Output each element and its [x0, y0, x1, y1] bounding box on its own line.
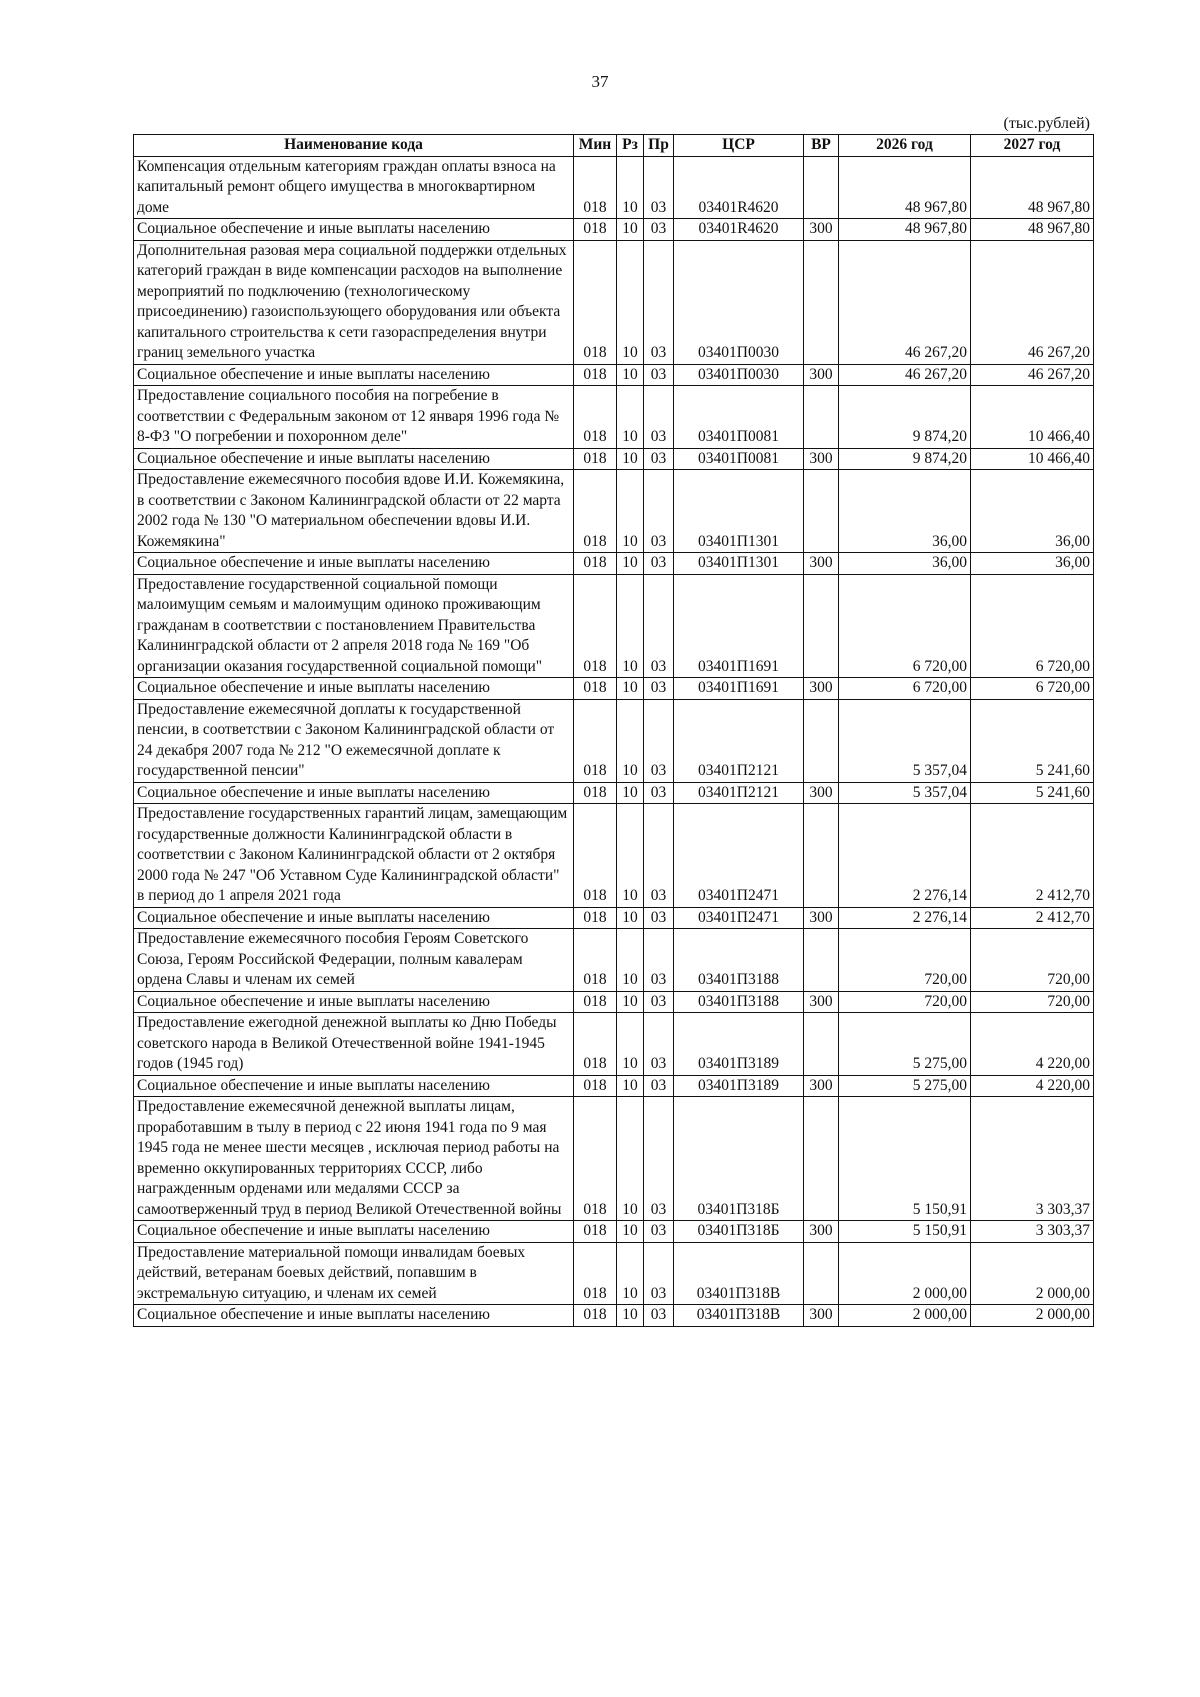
table-row — [134, 386, 1094, 449]
cell-min: 018 — [574, 991, 617, 1013]
cell-2027: 6 720,00 — [971, 678, 1094, 700]
cell-rz: 10 — [617, 1075, 644, 1097]
cell-name: Социальное обеспечение и иные выплаты населению — [134, 553, 574, 575]
table-row — [134, 678, 1094, 700]
cell-vr — [804, 929, 839, 992]
cell-min: 018 — [574, 929, 617, 992]
cell-pr: 03 — [644, 929, 674, 992]
cell-min: 018 — [574, 240, 617, 364]
cell-2026: 2 276,14 — [839, 907, 971, 929]
cell-pr: 03 — [644, 678, 674, 700]
cell-rz: 10 — [617, 240, 644, 364]
cell-2026: 48 967,80 — [839, 156, 971, 219]
table-row — [134, 929, 1094, 992]
cell-min: 018 — [574, 1097, 617, 1221]
cell-2027: 4 220,00 — [971, 1013, 1094, 1076]
cell-csr: 03401П3189 — [674, 1075, 804, 1097]
cell-2026: 5 150,91 — [839, 1221, 971, 1243]
cell-2027: 720,00 — [971, 991, 1094, 1013]
table-row — [134, 553, 1094, 575]
cell-2027: 5 241,60 — [971, 782, 1094, 804]
cell-name: Предоставление социального пособия на погребение в соответствии с Федеральным законом от 12 января 1996 года № 8-ФЗ "О погребении и похоронном деле" — [134, 386, 574, 449]
cell-csr: 03401П2471 — [674, 804, 804, 908]
cell-name: Предоставление ежемесячной доплаты к государственной пенсии, в соответствии с Законом Калининградской области от 24 декабря 2007 года № 212 "О ежемесячной доплате к государственной пенсии" — [134, 699, 574, 782]
cell-min: 018 — [574, 782, 617, 804]
cell-2026: 5 357,04 — [839, 699, 971, 782]
cell-2027: 2 412,70 — [971, 804, 1094, 908]
cell-name: Социальное обеспечение и иные выплаты населению — [134, 1075, 574, 1097]
cell-name: Предоставление ежемесячного пособия вдове И.И. Кожемякина, в соответствии с Законом Калининградской области от 22 марта 2002 года № 130 "О материальном обеспечении вдовы И.И. Кожемякина" — [134, 470, 574, 553]
cell-2026: 5 150,91 — [839, 1097, 971, 1221]
cell-2027: 46 267,20 — [971, 364, 1094, 386]
cell-2026: 2 276,14 — [839, 804, 971, 908]
cell-2026: 48 967,80 — [839, 219, 971, 241]
cell-2027: 720,00 — [971, 929, 1094, 992]
cell-2026: 46 267,20 — [839, 240, 971, 364]
cell-min: 018 — [574, 448, 617, 470]
cell-vr — [804, 1013, 839, 1076]
cell-2027: 2 000,00 — [971, 1305, 1094, 1327]
cell-pr: 03 — [644, 156, 674, 219]
cell-pr: 03 — [644, 574, 674, 678]
cell-vr — [804, 1242, 839, 1305]
cell-vr — [804, 386, 839, 449]
cell-csr: 03401П0081 — [674, 448, 804, 470]
cell-pr: 03 — [644, 1013, 674, 1076]
cell-csr: 03401П0081 — [674, 386, 804, 449]
cell-vr: 300 — [804, 1305, 839, 1327]
cell-vr: 300 — [804, 1221, 839, 1243]
cell-name: Предоставление материальной помощи инвалидам боевых действий, ветеранам боевых действий, попавшим в экстремальную ситуацию, и членам их семей — [134, 1242, 574, 1305]
cell-csr: 03401П1301 — [674, 553, 804, 575]
cell-csr: 03401П2471 — [674, 907, 804, 929]
cell-pr: 03 — [644, 470, 674, 553]
cell-name: Дополнительная разовая мера социальной поддержки отдельных категорий граждан в виде компенсации расходов на выполнение мероприятий по подключению (технологическому присоединению) газоиспользующего оборудования или объекта капитального строительства к сети газораспределения внутри границ земельного участка — [134, 240, 574, 364]
cell-vr: 300 — [804, 448, 839, 470]
cell-vr: 300 — [804, 991, 839, 1013]
cell-rz: 10 — [617, 470, 644, 553]
cell-name: Предоставление государственных гарантий лицам, замещающим государственные должности Калининградской области в соответствии с Законом Калининградской области от 2 октября 2000 года № 247 "Об Уставном Суде Калининградской области" в период до 1 апреля 2021 года — [134, 804, 574, 908]
cell-min: 018 — [574, 470, 617, 553]
header-2027: 2027 год — [971, 135, 1094, 157]
table-row — [134, 574, 1094, 678]
cell-2027: 10 466,40 — [971, 448, 1094, 470]
units-label: (тыс.рублей) — [1003, 115, 1090, 132]
cell-vr: 300 — [804, 364, 839, 386]
cell-min: 018 — [574, 907, 617, 929]
cell-rz: 10 — [617, 1221, 644, 1243]
cell-2026: 5 357,04 — [839, 782, 971, 804]
header-vr: ВР — [804, 135, 839, 157]
cell-vr: 300 — [804, 782, 839, 804]
cell-rz: 10 — [617, 782, 644, 804]
cell-2026: 6 720,00 — [839, 574, 971, 678]
cell-name: Социальное обеспечение и иные выплаты населению — [134, 907, 574, 929]
cell-vr — [804, 804, 839, 908]
cell-min: 018 — [574, 699, 617, 782]
cell-name: Предоставление ежегодной денежной выплаты ко Дню Победы советского народа в Великой Отечественной войне 1941-1945 годов (1945 год) — [134, 1013, 574, 1076]
cell-2027: 3 303,37 — [971, 1097, 1094, 1221]
cell-csr: 03401П0030 — [674, 364, 804, 386]
cell-2027: 36,00 — [971, 553, 1094, 575]
table-body — [134, 156, 1094, 1326]
cell-2027: 48 967,80 — [971, 219, 1094, 241]
cell-pr: 03 — [644, 1242, 674, 1305]
cell-min: 018 — [574, 678, 617, 700]
cell-name: Социальное обеспечение и иные выплаты населению — [134, 678, 574, 700]
cell-pr: 03 — [644, 991, 674, 1013]
cell-pr: 03 — [644, 240, 674, 364]
table-row — [134, 907, 1094, 929]
cell-vr: 300 — [804, 678, 839, 700]
cell-csr: 03401П318Б — [674, 1097, 804, 1221]
cell-pr: 03 — [644, 1075, 674, 1097]
cell-name: Компенсация отдельным категориям граждан оплаты взноса на капитальный ремонт общего имущества в многоквартирном доме — [134, 156, 574, 219]
cell-min: 018 — [574, 1242, 617, 1305]
cell-pr: 03 — [644, 364, 674, 386]
cell-name: Социальное обеспечение и иные выплаты населению — [134, 219, 574, 241]
table-row — [134, 156, 1094, 219]
header-name: Наименование кода — [134, 135, 574, 157]
cell-rz: 10 — [617, 991, 644, 1013]
cell-csr: 03401П1691 — [674, 678, 804, 700]
cell-rz: 10 — [617, 1097, 644, 1221]
cell-2026: 9 874,20 — [839, 448, 971, 470]
cell-vr: 300 — [804, 907, 839, 929]
cell-name: Социальное обеспечение и иные выплаты населению — [134, 782, 574, 804]
cell-min: 018 — [574, 156, 617, 219]
table-row — [134, 1221, 1094, 1243]
cell-rz: 10 — [617, 1242, 644, 1305]
cell-pr: 03 — [644, 386, 674, 449]
table-row — [134, 699, 1094, 782]
cell-pr: 03 — [644, 907, 674, 929]
cell-csr: 03401П0030 — [674, 240, 804, 364]
cell-min: 018 — [574, 553, 617, 575]
cell-min: 018 — [574, 1221, 617, 1243]
cell-rz: 10 — [617, 699, 644, 782]
header-min: Мин — [574, 135, 617, 157]
cell-rz: 10 — [617, 1305, 644, 1327]
header-pr: Пр — [644, 135, 674, 157]
cell-vr: 300 — [804, 1075, 839, 1097]
table-row — [134, 1075, 1094, 1097]
cell-vr — [804, 574, 839, 678]
table-header-row — [134, 135, 1094, 157]
cell-rz: 10 — [617, 678, 644, 700]
cell-csr: 03401П318Б — [674, 1221, 804, 1243]
cell-csr: 03401П318В — [674, 1305, 804, 1327]
cell-name: Социальное обеспечение и иные выплаты населению — [134, 364, 574, 386]
cell-name: Предоставление ежемесячной денежной выплаты лицам, проработавшим в тылу в период с 22 июня 1941 года по 9 мая 1945 года не менее шести месяцев , исключая период работы на временно оккупированных территориях СССР, либо награжденным орденами или медалями СССР за самоотверженный труд в период Великой Отечественной войны — [134, 1097, 574, 1221]
cell-vr: 300 — [804, 219, 839, 241]
cell-2026: 46 267,20 — [839, 364, 971, 386]
cell-csr: 03401П3189 — [674, 1013, 804, 1076]
table-row — [134, 782, 1094, 804]
cell-vr: 300 — [804, 553, 839, 575]
cell-rz: 10 — [617, 553, 644, 575]
table-row — [134, 219, 1094, 241]
cell-2027: 2 000,00 — [971, 1242, 1094, 1305]
cell-2027: 10 466,40 — [971, 386, 1094, 449]
cell-csr: 03401П2121 — [674, 699, 804, 782]
cell-rz: 10 — [617, 804, 644, 908]
cell-2027: 2 412,70 — [971, 907, 1094, 929]
cell-pr: 03 — [644, 1097, 674, 1221]
cell-rz: 10 — [617, 574, 644, 678]
cell-2027: 36,00 — [971, 470, 1094, 553]
cell-pr: 03 — [644, 448, 674, 470]
cell-name: Социальное обеспечение и иные выплаты населению — [134, 1221, 574, 1243]
cell-2026: 720,00 — [839, 991, 971, 1013]
cell-min: 018 — [574, 1075, 617, 1097]
cell-2026: 720,00 — [839, 929, 971, 992]
cell-csr: 03401П1301 — [674, 470, 804, 553]
table-row — [134, 991, 1094, 1013]
cell-2027: 6 720,00 — [971, 574, 1094, 678]
cell-rz: 10 — [617, 907, 644, 929]
cell-min: 018 — [574, 386, 617, 449]
table-row — [134, 804, 1094, 908]
cell-min: 018 — [574, 574, 617, 678]
cell-pr: 03 — [644, 1221, 674, 1243]
table-row — [134, 364, 1094, 386]
cell-pr: 03 — [644, 804, 674, 908]
cell-vr — [804, 699, 839, 782]
cell-name: Предоставление ежемесячного пособия Героям Советского Союза, Героям Российской Федерации, полным кавалерам ордена Славы и членам их семей — [134, 929, 574, 992]
cell-rz: 10 — [617, 386, 644, 449]
cell-min: 018 — [574, 1305, 617, 1327]
cell-name: Социальное обеспечение и иные выплаты населению — [134, 1305, 574, 1327]
cell-pr: 03 — [644, 553, 674, 575]
cell-min: 018 — [574, 804, 617, 908]
cell-2026: 2 000,00 — [839, 1242, 971, 1305]
cell-pr: 03 — [644, 782, 674, 804]
cell-2026: 36,00 — [839, 553, 971, 575]
cell-2026: 9 874,20 — [839, 386, 971, 449]
cell-pr: 03 — [644, 699, 674, 782]
cell-rz: 10 — [617, 1013, 644, 1076]
cell-csr: 03401R4620 — [674, 219, 804, 241]
cell-2026: 6 720,00 — [839, 678, 971, 700]
cell-csr: 03401П318В — [674, 1242, 804, 1305]
header-2026: 2026 год — [839, 135, 971, 157]
table-row — [134, 240, 1094, 364]
cell-csr: 03401П2121 — [674, 782, 804, 804]
header-rz: Рз — [617, 135, 644, 157]
cell-2026: 36,00 — [839, 470, 971, 553]
cell-2027: 5 241,60 — [971, 699, 1094, 782]
page-number: 37 — [591, 72, 609, 91]
budget-table — [133, 134, 1094, 1327]
cell-rz: 10 — [617, 156, 644, 219]
cell-2027: 48 967,80 — [971, 156, 1094, 219]
table-row — [134, 1242, 1094, 1305]
table-row — [134, 448, 1094, 470]
cell-rz: 10 — [617, 929, 644, 992]
cell-min: 018 — [574, 219, 617, 241]
cell-2026: 2 000,00 — [839, 1305, 971, 1327]
cell-csr: 03401П1691 — [674, 574, 804, 678]
table-row — [134, 470, 1094, 553]
cell-vr — [804, 156, 839, 219]
cell-vr — [804, 240, 839, 364]
cell-rz: 10 — [617, 219, 644, 241]
cell-pr: 03 — [644, 1305, 674, 1327]
cell-vr — [804, 1097, 839, 1221]
cell-rz: 10 — [617, 448, 644, 470]
cell-csr: 03401П3188 — [674, 991, 804, 1013]
cell-2026: 5 275,00 — [839, 1075, 971, 1097]
cell-min: 018 — [574, 364, 617, 386]
table-row — [134, 1305, 1094, 1327]
cell-vr — [804, 470, 839, 553]
cell-2027: 46 267,20 — [971, 240, 1094, 364]
cell-name: Предоставление государственной социальной помощи малоимущим семьям и малоимущим одиноко проживающим гражданам в соответствии с постановлением Правительства Калининградской области от 2 апреля 2018 года № 169 "Об организации оказания государственной социальной помощи" — [134, 574, 574, 678]
cell-pr: 03 — [644, 219, 674, 241]
cell-2027: 3 303,37 — [971, 1221, 1094, 1243]
cell-min: 018 — [574, 1013, 617, 1076]
cell-name: Социальное обеспечение и иные выплаты населению — [134, 448, 574, 470]
cell-csr: 03401R4620 — [674, 156, 804, 219]
cell-name: Социальное обеспечение и иные выплаты населению — [134, 991, 574, 1013]
table-row — [134, 1097, 1094, 1221]
header-csr: ЦСР — [674, 135, 804, 157]
cell-csr: 03401П3188 — [674, 929, 804, 992]
cell-2027: 4 220,00 — [971, 1075, 1094, 1097]
cell-rz: 10 — [617, 364, 644, 386]
table-row — [134, 1013, 1094, 1076]
cell-2026: 5 275,00 — [839, 1013, 971, 1076]
